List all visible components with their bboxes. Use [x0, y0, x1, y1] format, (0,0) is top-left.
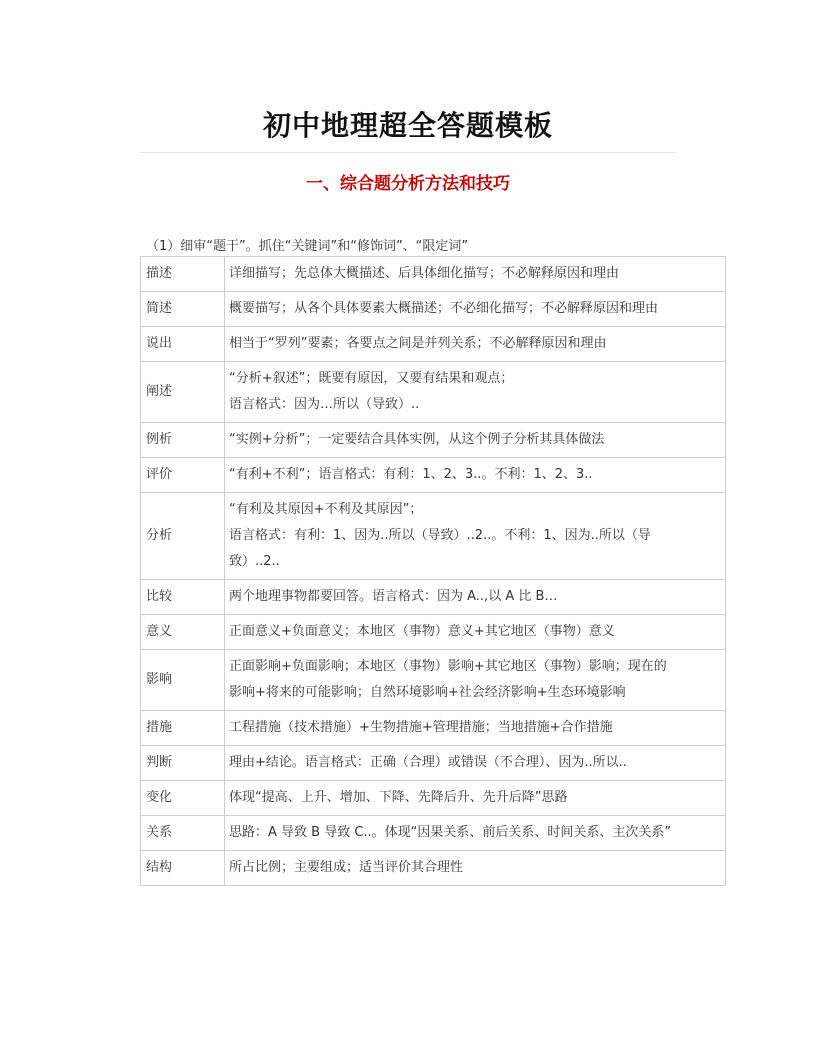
table-row — [141, 781, 726, 816]
description-line: 详细描写；先总体大概描述、后具体细化描写；不必解释原因和理由 — [229, 266, 620, 281]
answer-template-table — [140, 256, 726, 886]
table-row — [141, 650, 726, 711]
description-cell — [225, 580, 726, 615]
table-row — [141, 423, 726, 458]
description-line: 语言格式：因为…所以（导致）.. — [229, 397, 420, 412]
term-cell: 结构 — [141, 851, 225, 886]
term-cell: 评价 — [141, 458, 225, 493]
description-line: 正面意义+负面意义；本地区（事物）意义+其它地区（事物）意义 — [229, 624, 615, 639]
description-cell — [225, 851, 726, 886]
table-row — [141, 615, 726, 650]
description-cell — [225, 327, 726, 362]
description-cell — [225, 650, 726, 711]
term-cell: 变化 — [141, 781, 225, 816]
term-cell: 描述 — [141, 257, 225, 292]
description-cell — [225, 816, 726, 851]
description-cell — [225, 711, 726, 746]
description-line: “实例+分析”；一定要结合具体实例，从这个例子分析其具体做法 — [229, 432, 605, 447]
description-line: 影响+将来的可能影响；自然环境影响+社会经济影响+生态环境影响 — [229, 685, 626, 700]
term-cell: 意义 — [141, 615, 225, 650]
term-cell: 分析 — [141, 493, 225, 580]
table-row — [141, 362, 726, 423]
term-cell: 比较 — [141, 580, 225, 615]
term-cell: 措施 — [141, 711, 225, 746]
description-cell — [225, 423, 726, 458]
table-row — [141, 746, 726, 781]
term-cell: 例析 — [141, 423, 225, 458]
term-cell: 阐述 — [141, 362, 225, 423]
description-line: 概要描写；从各个具体要素大概描述；不必细化描写；不必解释原因和理由 — [229, 301, 659, 316]
description-cell — [225, 458, 726, 493]
term-cell: 影响 — [141, 650, 225, 711]
description-line: 正面影响+负面影响；本地区（事物）影响+其它地区（事物）影响；现在的 — [229, 659, 667, 674]
description-cell — [225, 746, 726, 781]
table-row — [141, 711, 726, 746]
description-line: 思路：A 导致 B 导致 C..。体现“因果关系、前后关系、时间关系、主次关系” — [229, 825, 672, 840]
description-cell — [225, 362, 726, 423]
description-line: 工程措施（技术措施）+生物措施+管理措施；当地措施+合作措施 — [229, 720, 613, 735]
term-cell: 判断 — [141, 746, 225, 781]
table-row — [141, 292, 726, 327]
description-cell — [225, 615, 726, 650]
description-line: 体现“提高、上升、增加、下降、先降后升、先升后降”思路 — [229, 790, 568, 805]
table-row — [141, 580, 726, 615]
intro-text: （1）细审“题干”。抓住“关键词”和“修饰词”、“限定词” — [146, 239, 469, 254]
title-divider — [140, 152, 677, 153]
description-cell — [225, 493, 726, 580]
description-line: 所占比例；主要组成；适当评价其合理性 — [229, 860, 464, 875]
term-cell: 说出 — [141, 327, 225, 362]
table-row — [141, 458, 726, 493]
description-line: 相当于“罗列”要素；各要点之间是并列关系；不必解释原因和理由 — [229, 336, 607, 351]
table-row — [141, 816, 726, 851]
description-line: 致）..2.. — [229, 554, 280, 569]
term-cell: 简述 — [141, 292, 225, 327]
term-cell: 关系 — [141, 816, 225, 851]
answer-template-table-body — [141, 257, 726, 886]
description-line: “有利及其原因+不利及其原因”； — [229, 502, 423, 517]
table-row — [141, 493, 726, 580]
table-row — [141, 327, 726, 362]
description-line: 语言格式：有利：1、因为..所以（导致）..2..。不利：1、因为..所以（导 — [229, 528, 651, 543]
description-cell — [225, 257, 726, 292]
section-heading: 一、综合题分析方法和技巧 — [306, 174, 510, 194]
description-line: 理由+结论。语言格式：正确（合理）或错误（不合理）、因为..所以.. — [229, 755, 627, 770]
table-row — [141, 257, 726, 292]
table-row — [141, 851, 726, 886]
description-line: 两个地理事物都要回答。语言格式：因为 A..,以 A 比 B… — [229, 589, 558, 604]
description-cell — [225, 292, 726, 327]
page-title: 初中地理超全答题模板 — [262, 109, 553, 142]
description-line: “分析+叙述”；既要有原因，又要有结果和观点； — [229, 371, 514, 386]
description-cell — [225, 781, 726, 816]
description-line: “有利+不利”；语言格式：有利：1、2、3..。不利：1、2、3.. — [229, 467, 593, 482]
